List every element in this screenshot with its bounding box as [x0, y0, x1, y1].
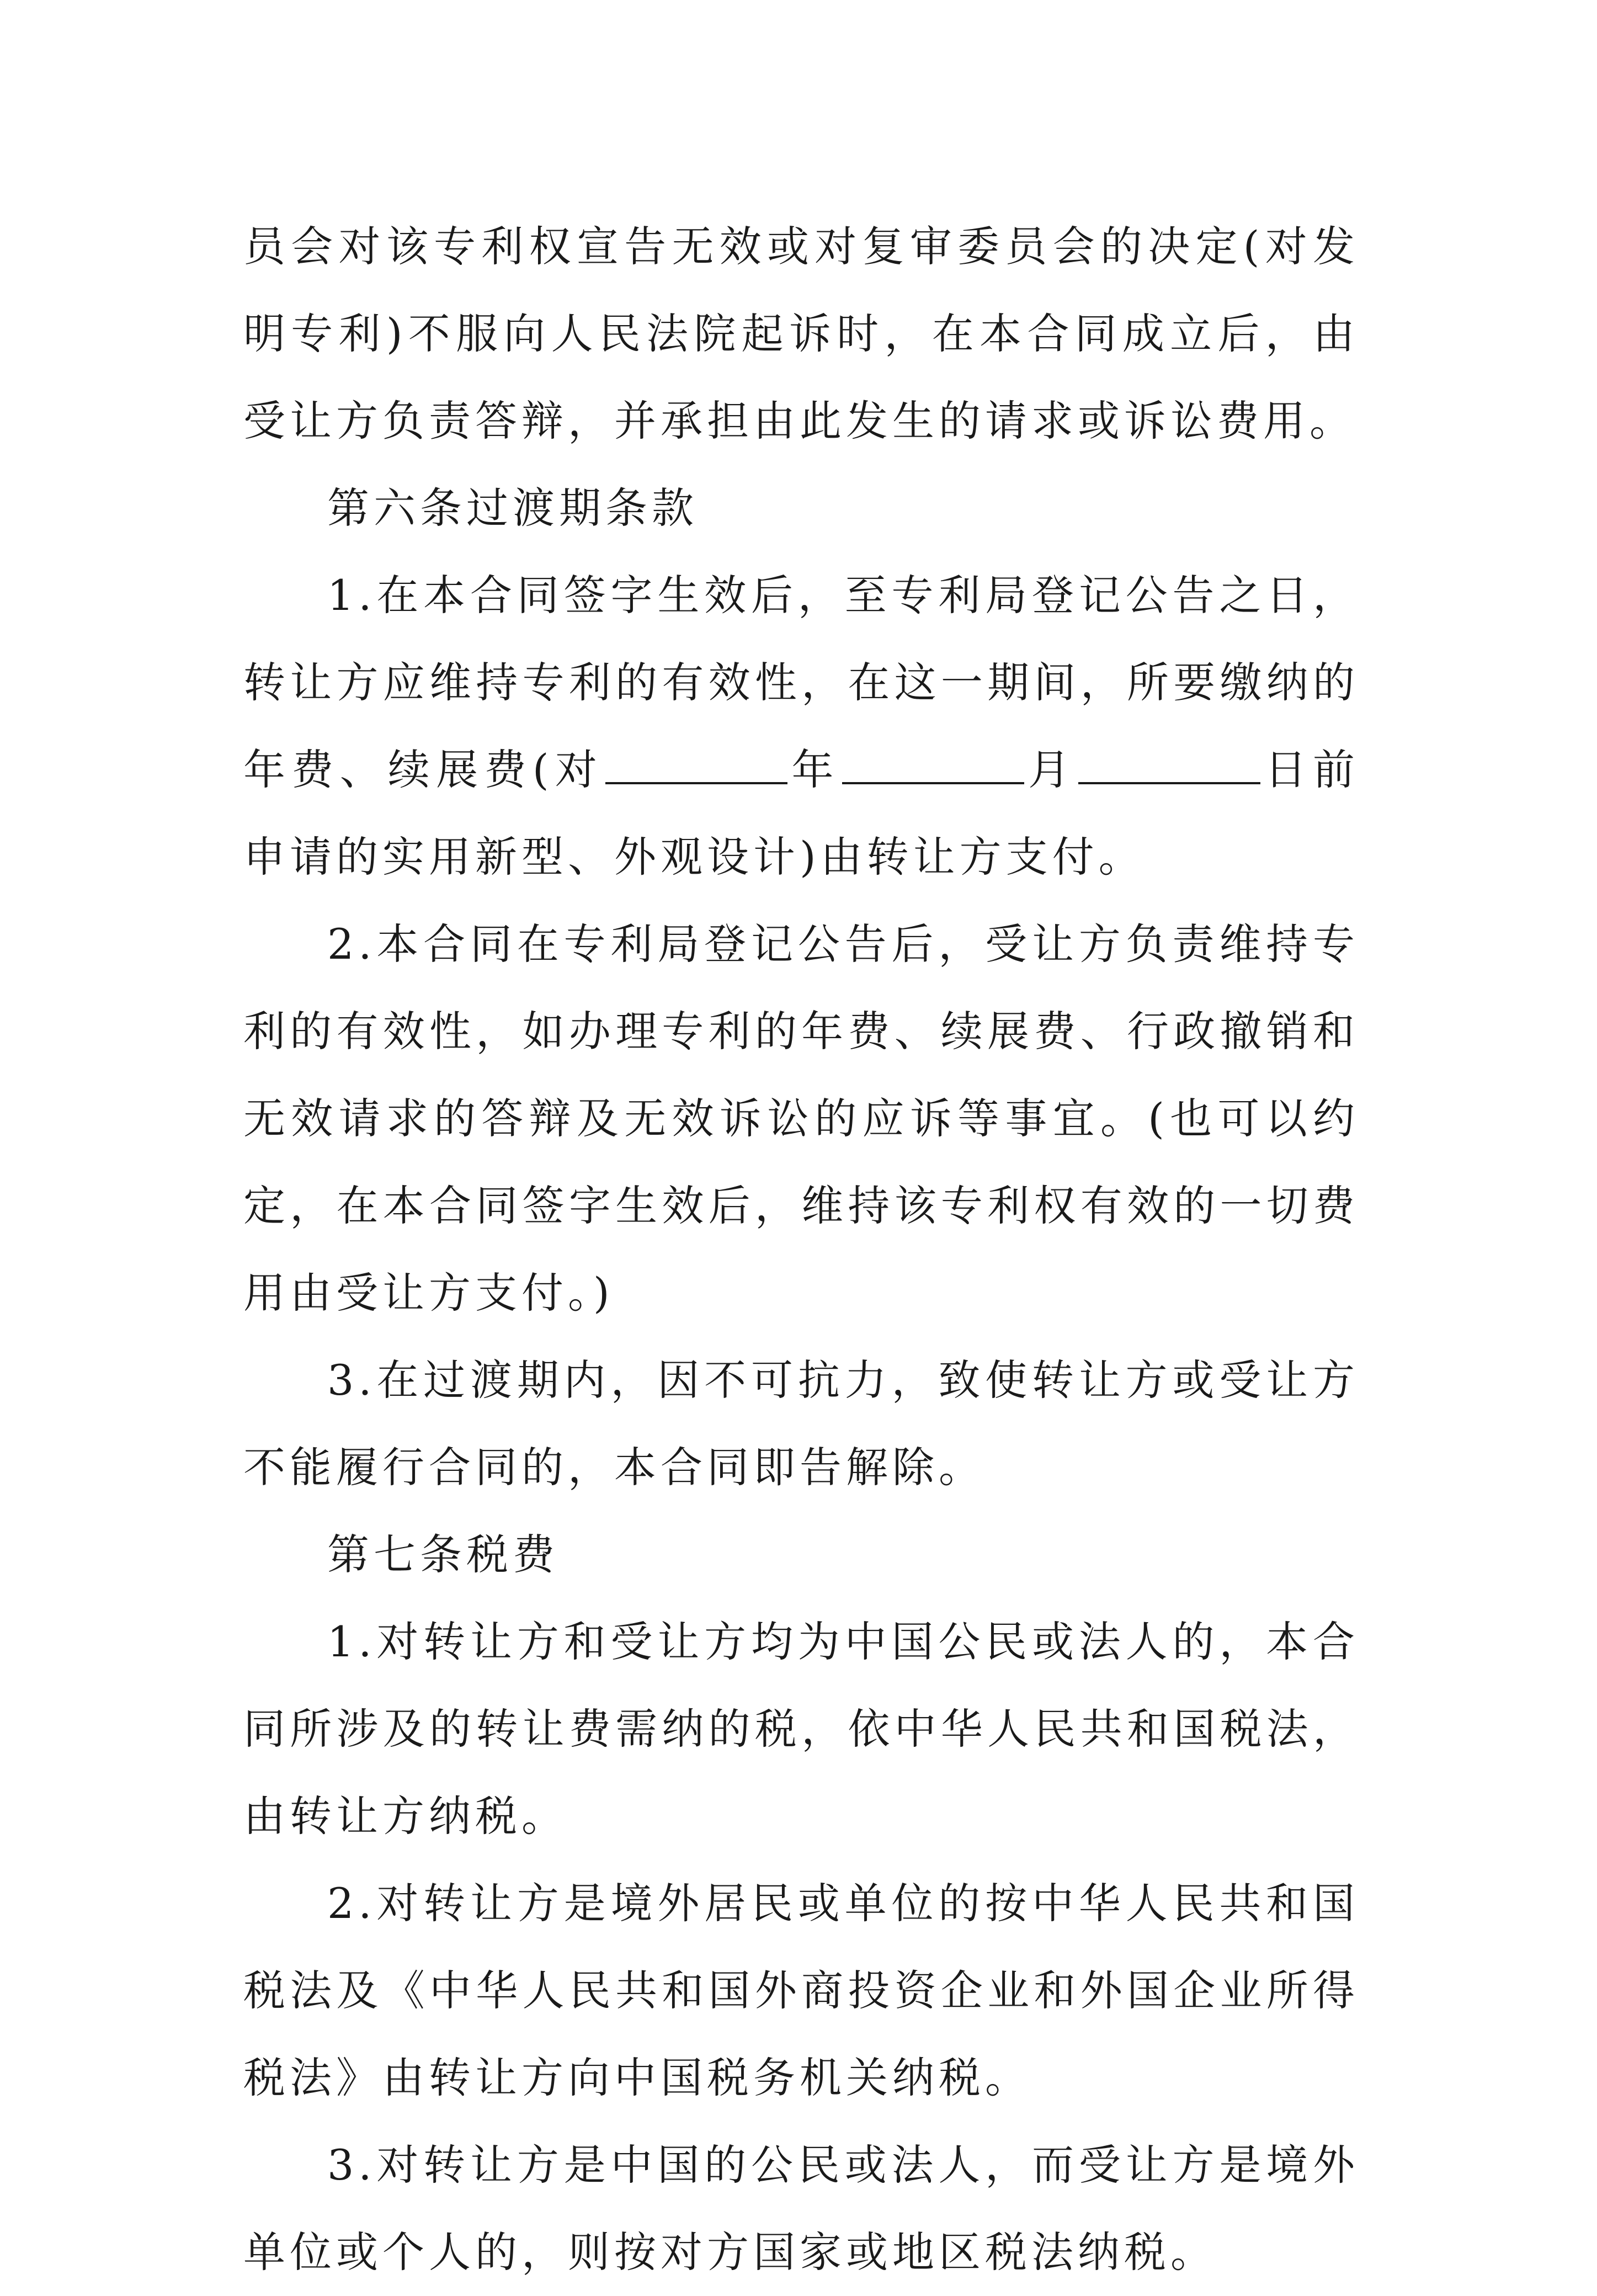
year-label: 年: [790, 745, 840, 794]
article-6-item-2: 2.本合同在专利局登记公告后，受让方负责维持专利的有效性，如办理专利的年费、续展费、行政撤销和无效请求的答辩及无效诉讼的应诉等事宜。(也可以约定，在本合同签字生效后，维持该专利权有效的一切费用由受让方支付。): [243, 920, 1359, 1317]
article-6-item-3: 3.在过渡期内，因不可抗力，致使转让方或受让方不能履行合同的，本合同即告解除。: [243, 1356, 1359, 1492]
article-7-heading: 第七条税费: [327, 1530, 559, 1579]
month-blank: [842, 743, 1024, 784]
article-6-item-1: [243, 552, 1359, 901]
year-blank: [605, 743, 787, 784]
continuation-paragraph: 员会对该专利权宣告无效或对复审委员会的决定(对发明专利)不服向人民法院起诉时，在本合同成立后，由受让方负责答辩，并承担由此发生的请求或诉讼费用。: [243, 222, 1359, 445]
article-6-item-1-text-b: 日前申请的实用新型、外观设计)由转让方支付。: [243, 745, 1360, 881]
article-6-heading: 第六条过渡期条款: [327, 483, 698, 533]
day-blank: [1078, 743, 1260, 784]
article-6-item-1-text-a: 1.在本合同签字生效后，至专利局登记公告之日，转让方应维持专利的有效性，在这一期间，所要缴纳的年费、续展费(对: [243, 571, 1359, 794]
month-label: 月: [1026, 745, 1077, 794]
article-7-item-1: 1.对转让方和受让方均为中国公民或法人的，本合同所涉及的转让费需纳的税，依中华人民共和国税法，由转让方纳税。: [243, 1617, 1359, 1841]
article-7-item-2: 2.对转让方是境外居民或单位的按中华人民共和国税法及《中华人民共和国外商投资企业和外国企业所得税法》由转让方向中国税务机关纳税。: [243, 1879, 1359, 2102]
article-7-item-3: 3.对转让方是中国的公民或法人，而受让方是境外单位或个人的，则按对方国家或地区税法纳税。: [243, 2140, 1359, 2277]
document-body: [243, 203, 1359, 2296]
